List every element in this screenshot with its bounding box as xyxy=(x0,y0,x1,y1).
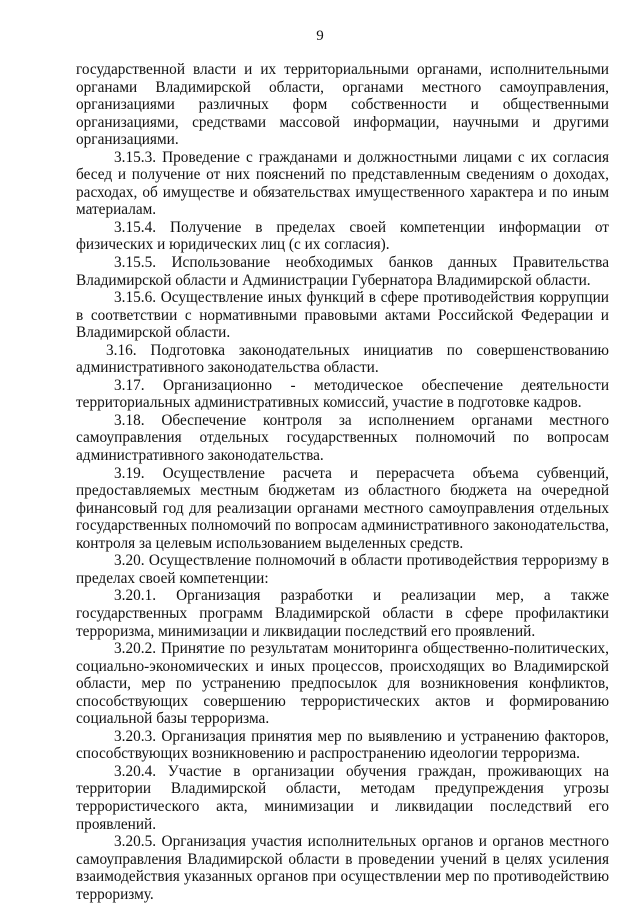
paragraph-3-15-6: 3.15.6. Осуществление иных функций в сфере противодействия коррупции в соответствии с нормативными правовыми актами Российской Федерации и Владимирской области. xyxy=(76,289,609,342)
paragraph-3-15-5: 3.15.5. Использование необходимых банков данных Правительства Владимирской области и Администрации Губернатора Владимирской области. xyxy=(76,254,609,289)
document-body xyxy=(76,61,609,903)
paragraph-3-20-4: 3.20.4. Участие в организации обучения граждан, проживающих на территории Владимирской области, методам предупреждения угрозы террористического акта, минимизации и ликвидации последствий его проявлений. xyxy=(76,762,609,833)
paragraph-3-17: 3.17. Организационно - методическое обеспечение деятельности территориальных административных комиссий, участие в подготовке кадров. xyxy=(76,376,609,412)
paragraph-3-20-1: 3.20.1. Организация разработки и реализации мер, а также государственных программ Владимирской области в сфере профилактики терроризма, минимизации и ликвидации последствий его проявлений. xyxy=(76,587,609,640)
paragraph-3-20: 3.20. Осуществление полномочий в области противодействия терроризму в пределах своей компетенции: xyxy=(76,552,609,587)
paragraph-3-20-2: 3.20.2. Принятие по результатам мониторинга общественно-политических, социально-экономических и иных процессов, происходящих во Владимирской области, мер по устранению предпосылок для возникновения конфликтов, способствующих совершению террористических актов и формированию социальной базы терроризма. xyxy=(76,640,609,728)
paragraph-3-19: 3.19. Осуществление расчета и перерасчета объема субвенций, предоставляемых местным бюджетам из областного бюджета на очередной финансовый год для реализации органами местного самоуправления отдельных государственных полномочий по вопросам административного законодательства, контроля за целевым использованием выделенных средств. xyxy=(76,464,609,552)
paragraph-3-20-3: 3.20.3. Организация принятия мер по выявлению и устранению факторов, способствующих возникновению и распространению идеологии терроризма. xyxy=(76,727,609,763)
paragraph-3-16: 3.16. Подготовка законодательных инициатив по совершенствованию административного законодательства области. xyxy=(76,341,609,377)
paragraph-3-15-4: 3.15.4. Получение в пределах своей компетенции информации от физических и юридических лиц (с их согласия). xyxy=(76,218,609,254)
paragraph-3-20-5: 3.20.5. Организация участия исполнительных органов и органов местного самоуправления Владимирской области в проведении учений в целях усиления взаимодействия указанных органов при осуществлении мер по противодействию терроризму. xyxy=(76,833,609,903)
paragraph-continuation: государственной власти и их территориальными органами, исполнительными органами Владимирской области, органами местного самоуправления, организациями различных форм собственности и общественными организациями, средствами массовой информации, научными и другими организациями. xyxy=(76,61,609,149)
paragraph-3-15-3: 3.15.3. Проведение с гражданами и должностными лицами с их согласия бесед и получение от них пояснений по представленным сведениям о доходах, расходах, об имуществе и обязательствах имущественного характера и по иным материалам. xyxy=(76,148,609,219)
page-number: 9 xyxy=(316,28,324,44)
paragraph-3-18: 3.18. Обеспечение контроля за исполнением органами местного самоуправления отдельных государственных полномочий по вопросам административного законодательства. xyxy=(76,411,609,465)
